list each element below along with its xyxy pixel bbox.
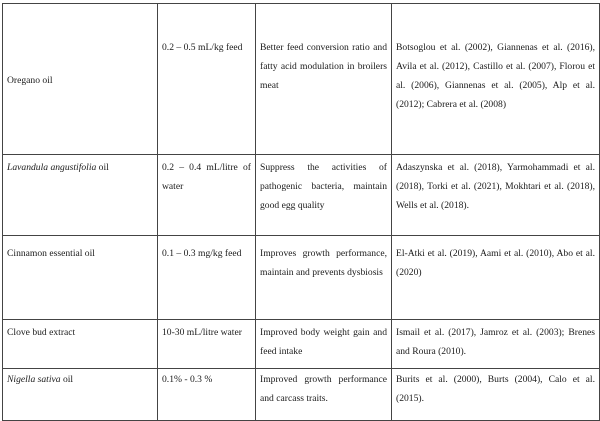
table-row — [3, 236, 600, 320]
effect-text: Improves growth performance, maintain and prevents dysbiosis — [260, 248, 387, 278]
table-row — [3, 369, 600, 421]
table-row — [3, 320, 600, 369]
references-text: Ismail et al. (2017), Jamroz et al. (2003); Brenes and Roura (2010). — [396, 327, 595, 357]
oil-name-italic: Lavandula angustifolia — [7, 162, 97, 173]
dose-text: 0.1% - 0.3 % — [162, 374, 213, 385]
dose-text: 0.2 – 0.5 mL/kg feed — [162, 42, 243, 53]
effect-text: Suppress the activities of pathogenic bacteria, maintain good egg quality — [260, 162, 387, 211]
effect-text: Improved body weight gain and feed intake — [260, 327, 387, 357]
references-text: El-Atki et al. (2019), Aami et al. (2010), Abo et al. (2020) — [396, 248, 595, 278]
references-text: Botsoglou et al. (2002), Giannenas et al. (2016), Avila et al. (2012), Castillo et al. (2007), Florou et al. (2006), Giannenas et al. (2005), Alp et al. (2012); Cabrera et al. (2008) — [396, 42, 595, 110]
effect-text: Improved growth performance and carcass traits. — [260, 374, 387, 404]
oil-name-text: Oregano oil — [7, 75, 53, 86]
references-text: Adaszynska et al. (2018), Yarmohammadi et al. (2018), Torki et al. (2021), Mokhtari et al. (2018), Wells et al. (2018). — [396, 162, 595, 211]
effect-cell — [256, 369, 392, 421]
dose-cell — [158, 155, 256, 236]
references-cell — [392, 4, 600, 155]
oil-name-cell — [3, 320, 158, 369]
effect-cell — [256, 320, 392, 369]
references-cell — [392, 155, 600, 236]
table-row — [3, 4, 600, 155]
effect-cell — [256, 155, 392, 236]
dose-cell — [158, 320, 256, 369]
table-row — [3, 155, 600, 236]
oil-name-cell — [3, 4, 158, 155]
dose-cell — [158, 236, 256, 320]
effect-cell — [256, 236, 392, 320]
oil-name-text: oil — [60, 374, 74, 385]
references-cell — [392, 236, 600, 320]
oil-name-text: Clove bud extract — [7, 327, 76, 338]
references-cell — [392, 369, 600, 421]
oil-name-cell — [3, 369, 158, 421]
dose-text: 10-30 mL/litre water — [162, 327, 242, 338]
references-text: Burits et al. (2000), Burts (2004), Calo et al. (2015). — [396, 374, 595, 404]
oil-name-cell — [3, 155, 158, 236]
oil-name-text: oil — [96, 162, 109, 173]
effect-text: Better feed conversion ratio and fatty acid modulation in broilers meat — [260, 42, 387, 91]
dose-cell — [158, 369, 256, 421]
essential-oils-table — [2, 3, 600, 421]
oil-name-italic: Nigella sativa — [7, 374, 61, 385]
oil-name-text: Cinnamon essential oil — [7, 248, 95, 259]
effect-cell — [256, 4, 392, 155]
oil-name-cell — [3, 236, 158, 320]
dose-cell — [158, 4, 256, 155]
dose-text: 0.2 – 0.4 mL/litre of water — [162, 162, 251, 192]
references-cell — [392, 320, 600, 369]
dose-text: 0.1 – 0.3 mg/kg feed — [162, 248, 242, 259]
